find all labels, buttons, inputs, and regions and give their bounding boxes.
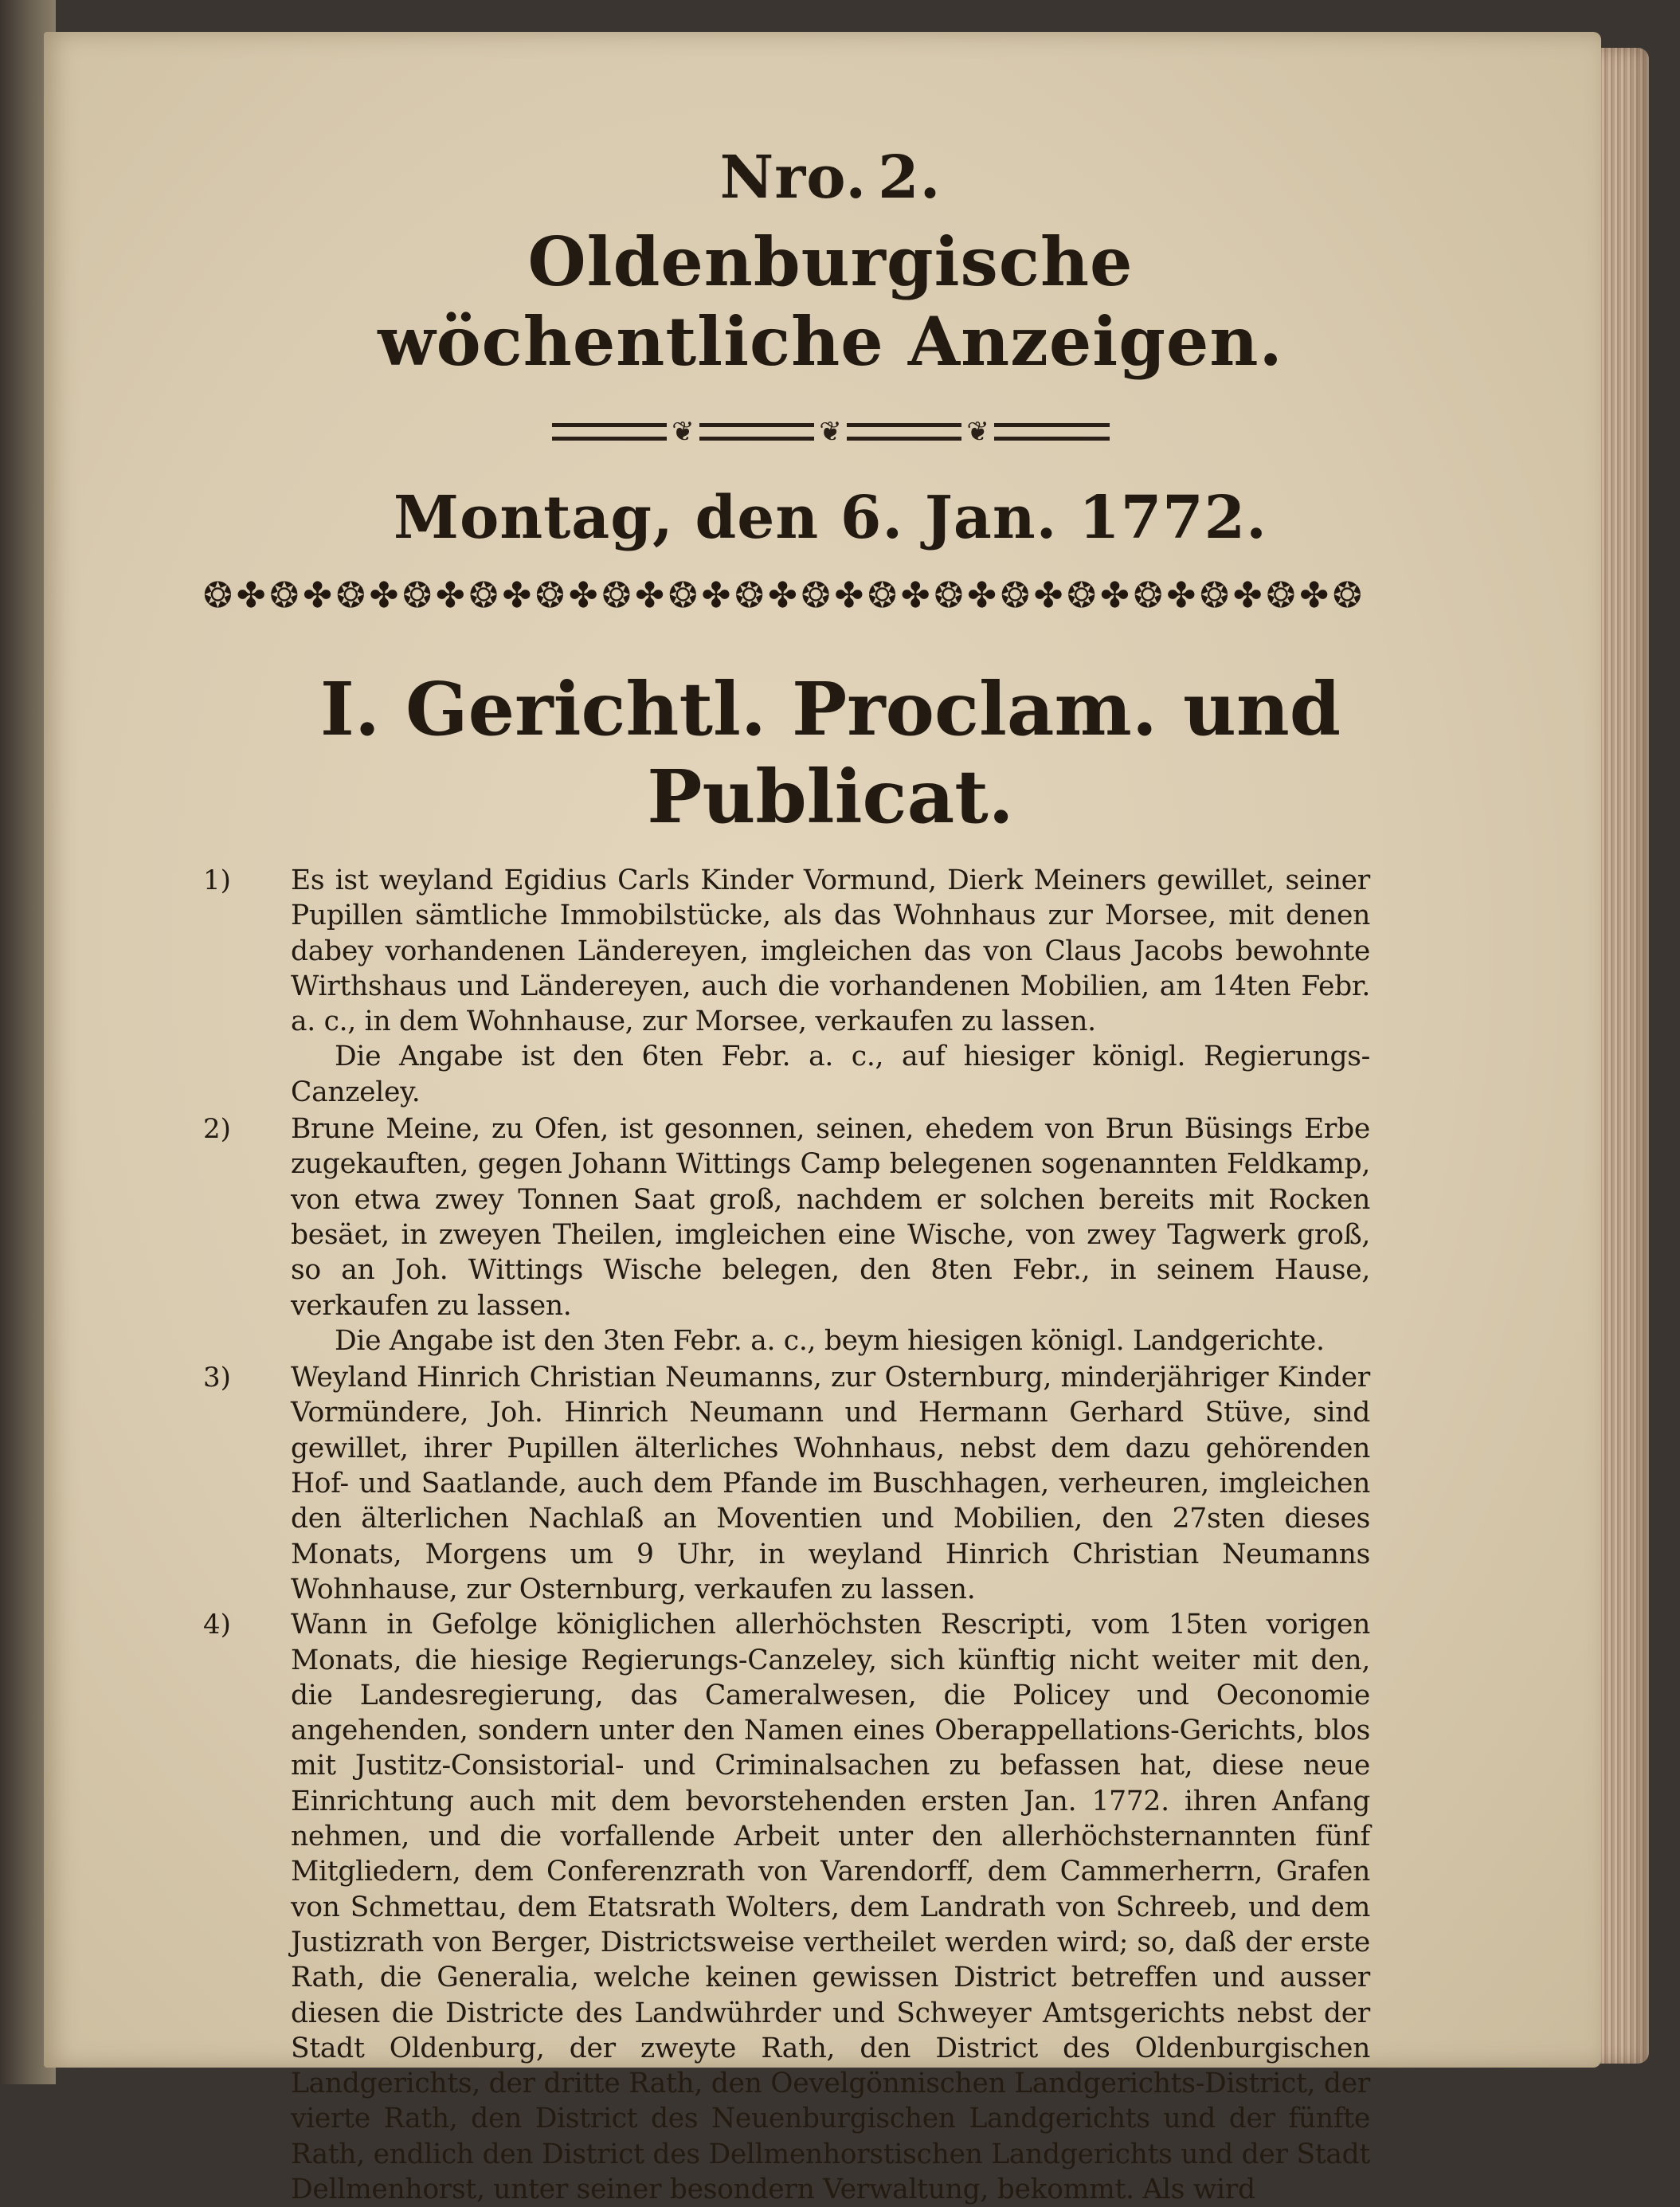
shell-ornament-icon: ❦ (966, 416, 989, 448)
list-item (203, 1111, 1370, 1358)
rule-line (847, 423, 962, 441)
shell-ornament-icon: ❦ (819, 416, 842, 448)
rule-line (552, 423, 668, 441)
entry-number: 3) (203, 1362, 231, 1394)
list-item (203, 863, 1370, 1110)
issue-value: 2. (878, 143, 942, 212)
issue-label: Nro. (719, 143, 867, 212)
entry-text: Wann in Gefolge königlichen allerhöchsten Rescripti, vom 15ten vorigen Monats, die hiesige Regierungs-Canzeley, sich künftig nicht weiter mit den, die Landesregierung, das Cameralwesen, die Policey und Oeconomie angehenden, sondern unter den Namen eines Oberappellations-Gerichts, blos mit Justitz-Consistorial- und Criminalsachen zu befassen hat, diese neue Einrichtung auch mit dem bevorstehenden ersten Jan. 1772. ihren Anfang nehmen, und die vorfallende Arbeit unter den allerhöchsternannten fünf Mitgliedern, dem Conferenzrath von Varendorff, dem Cammerherrn, Grafen von Schmettau, dem Etatsrath Wolters, dem Landrath von Schreeb, und dem Justizrath von Berger, Districtsweise vertheilet werden wird; so, daß der erste Rath, die Generalia, welche keinen gewissen District betreffen und ausser diesen die Districte des Landwührder und Schweyer Amtsgerichts nebst der Stadt Oldenburg, der zweyte Rath, den District des Oldenburgischen Landgerichts, der dritte Rath, den Oevelgönnischen Landgerichts-District, der vierte Rath, den District des Neuenburgischen Landgerichts und der fünfte Rath, endlich den District des Dellmenhorstischen Landgerichts und der Stadt Dellmenhorst, unter seiner besondern Verwaltung, bekommt. Als wird (291, 1609, 1370, 2205)
list-item (203, 1607, 1370, 2207)
entry-text: Brune Meine, zu Ofen, ist gesonnen, seinen, ehedem von Brun Büsings Erbe zugekauften, gegen Johann Wittings Camp belegenen sogenannten Feldkamp, von etwa zwey Tonnen Saat groß, nachdem er solchen bereits mit Rocken besäet, in zweyen Theilen, imgleichen eine Wische, von zwey Tagwerk groß, so an Joh. Wittings Wische belegen, den 8ten Febr., in seinem Hause, verkaufen zu lassen. (291, 1113, 1370, 1322)
entry-number: 2) (203, 1113, 231, 1146)
rule-line (699, 423, 815, 441)
issue-number (291, 139, 1370, 216)
page-content (203, 139, 1370, 2207)
section-title: I. Gerichtl. Proclam. und Publicat. (319, 666, 1341, 840)
entry-number: 1) (203, 864, 231, 896)
entry-text: Weyland Hinrich Christian Neumanns, zur Osternburg, minderjähriger Kinder Vormündere, Joh. Hinrich Neumann und Hermann Gerhard Stüve, sind gewillet, ihrer Pupillen älterliches Wohnhaus, nebst dem dazu gehörenden Hof- und Saatlande, auch dem Pfande im Buschhagen, verheuren, imgleichen den älterlichen Nachlaß an Moventien und Mobilien, den 27sten dieses Monats, Morgens um 9 Uhr, in weyland Hinrich Christian Neumanns Wohnhause, zur Osternburg, verkaufen zu lassen. (291, 1362, 1370, 1605)
title-rule-ornament (552, 416, 1110, 448)
list-item (203, 1360, 1370, 1607)
rule-line (994, 423, 1110, 441)
entry-number: 4) (203, 1609, 231, 1641)
entry-notice: Die Angabe ist den 3ten Febr. a. c., beym hiesigen königl. Landgerichte. (335, 1324, 1325, 1357)
entry-notice: Die Angabe ist den 6ten Febr. a. c., auf hiesiger königl. Regierungs-Canzeley. (291, 1041, 1370, 1108)
shell-ornament-icon: ❦ (672, 416, 695, 448)
decorative-border-icon: ❂ ✤ ❂ ✤ ❂ ✤ ❂ ✤ ❂ ✤ ❂ ✤ ❂ ✤ ❂ ✤ ❂ ✤ ❂ ✤ ❂ ✤ ❂ ✤ ❂ ✤ ❂ ✤ ❂ ✤ ❂ ✤ ❂ ✤ ❂ (203, 574, 1362, 616)
entry-text: Es ist weyland Egidius Carls Kinder Vormund, Dierk Meiners gewillet, seiner Pupillen sämtliche Immobilstücke, als das Wohnhaus zur Morsee, mit denen dabey vorhandenen Ländereyen, imgleichen das von Claus Jacobs bewohnte Wirthshaus und Ländereyen, auch die vorhandenen Mobilien, am 14ten Febr. a. c., in dem Wohnhause, zur Morsee, verkaufen zu lassen. (291, 864, 1370, 1038)
dateline: Montag, den 6. Jan. 1772. (394, 484, 1267, 552)
masthead-title: Oldenburgische wöchentliche Anzeigen. (378, 222, 1283, 381)
newspaper-page (44, 32, 1601, 2205)
notice-list (203, 863, 1370, 2207)
